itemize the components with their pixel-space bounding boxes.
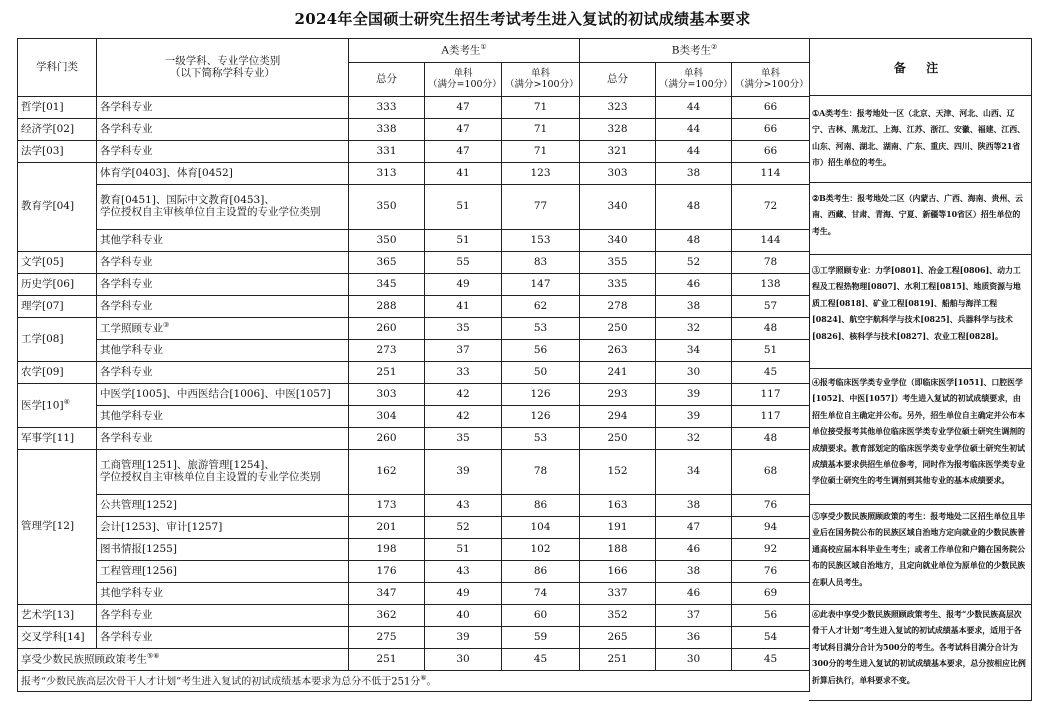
subject-cell: 其他学科专业 <box>97 340 349 362</box>
note-5: ⑤享受少数民族照顾政策的考生：报考地处二区招生单位且毕业后在国务院公布的民族区域自治地方定向就业的少数民族普通高校应届本科毕业生考生；或者工作单位和户籍在国务院公布的民族区域自治地方，且定向就业单位为原单位的少数民族在职人员考生。 <box>809 505 1031 605</box>
discipline-cell: 教育学[04] <box>18 163 97 252</box>
discipline-cell: 艺术学[13] <box>18 605 97 627</box>
table-row: 会计[1253]、审计[1257] 201 52 104 191 47 94 <box>18 517 810 539</box>
subject-cell: 中医学[1005]、中西医结合[1006]、中医[1057] <box>97 384 349 406</box>
subject-cell: 教育[0451]、国际中文教育[0453]、 学位授权自主审核单位自主设置的专业学位类别 <box>97 185 349 230</box>
table-row: 工学[08] 工学照顾专业③ 260 35 53 250 32 48 <box>18 318 810 340</box>
discipline-cell: 交叉学科[14] <box>18 627 97 649</box>
header-b-total: 总分 <box>580 63 656 97</box>
subject-cell: 工学照顾专业③ <box>97 318 349 340</box>
discipline-cell: 农学[09] <box>18 362 97 384</box>
subject-cell: 会计[1253]、审计[1257] <box>97 517 349 539</box>
subject-cell: 各学科专业 <box>97 119 349 141</box>
subject-cell: 各学科专业 <box>97 252 349 274</box>
discipline-cell: 管理学[12] <box>18 450 97 605</box>
table-row: 其他学科专业 350 51 153 340 48 144 <box>18 230 810 252</box>
score-table <box>17 38 810 692</box>
table-row: 军事学[11] 各学科专业 260 35 53 250 32 48 <box>18 428 810 450</box>
header-b-single-gt100: 单科 （满分>100分） <box>732 63 810 97</box>
table-row: 享受少数民族照顾政策考生⑤⑥ 251 30 45 251 30 45 <box>18 649 810 671</box>
subject-cell: 各学科专业 <box>97 627 349 649</box>
subject-cell: 各学科专业 <box>97 141 349 163</box>
subject-cell: 其他学科专业 <box>97 583 349 605</box>
note-6: ⑥此表中享受少数民族照顾政策考生、报考“少数民族高层次骨干人才计划”考生进入复试的初试成绩基本要求，适用于各考试科目满分合计为500分的考生。各考试科目满分合计为300分的考生进入复试的初试成绩基本要求，总分按相应比例折算后执行，单科要求不变。 <box>812 610 1026 685</box>
table-row: 历史学[06] 各学科专业 345 49 147 335 46 138 <box>18 274 810 296</box>
subject-cell: 各学科专业 <box>97 274 349 296</box>
table-row: 其他学科专业 304 42 126 294 39 117 <box>18 406 810 428</box>
header-group-a: A类考生① <box>349 39 580 63</box>
table-row: 理学[07] 各学科专业 288 41 62 278 38 57 <box>18 296 810 318</box>
subject-cell: 各学科专业 <box>97 97 349 119</box>
subject-cell: 体育学[0403]、体育[0452] <box>97 163 349 185</box>
header-a-single100: 单科 （满分=100分） <box>425 63 502 97</box>
table-row: 图书情报[1255] 198 51 102 188 46 92 <box>18 539 810 561</box>
subject-cell: 其他学科专业 <box>97 406 349 428</box>
table-row: 教育[0451]、国际中文教育[0453]、 学位授权自主审核单位自主设置的专业学位类别 350 51 77 340 48 72 <box>18 185 810 230</box>
subject-cell: 其他学科专业 <box>97 230 349 252</box>
minority-policy-cell: 享受少数民族照顾政策考生⑤⑥ <box>18 649 349 671</box>
table-row: 交叉学科[14] 各学科专业 275 39 59 265 36 54 <box>18 627 810 649</box>
subject-cell: 各学科专业 <box>97 296 349 318</box>
subject-cell: 工程管理[1256] <box>97 561 349 583</box>
table-row: 哲学[01] 各学科专业 333 47 71 323 44 66 <box>18 97 810 119</box>
page-title: 2024年全国硕士研究生招生考试考生进入复试的初试成绩基本要求 <box>294 10 751 28</box>
subject-cell: 各学科专业 <box>97 428 349 450</box>
table-row: 经济学[02] 各学科专业 338 47 71 328 44 66 <box>18 119 810 141</box>
discipline-cell: 法学[03] <box>18 141 97 163</box>
table-row: 其他学科专业 347 49 74 337 46 69 <box>18 583 810 605</box>
table-row: 教育学[04] 体育学[0403]、体育[0452] 313 41 123 303 38 114 <box>18 163 810 185</box>
discipline-cell: 理学[07] <box>18 296 97 318</box>
table-row: 艺术学[13] 各学科专业 362 40 60 352 37 56 <box>18 605 810 627</box>
discipline-cell: 文学[05] <box>18 252 97 274</box>
discipline-cell: 军事学[11] <box>18 428 97 450</box>
discipline-cell: 工学[08] <box>18 318 97 362</box>
header-a-single-gt100: 单科 （满分>100分） <box>502 63 580 97</box>
subject-cell: 工商管理[1251]、旅游管理[1254]、 学位授权自主审核单位自主设置的专业学位类别 <box>97 450 349 495</box>
subject-cell: 各学科专业 <box>97 605 349 627</box>
discipline-cell: 哲学[01] <box>18 97 97 119</box>
table-row: 文学[05] 各学科专业 365 55 83 355 52 78 <box>18 252 810 274</box>
subject-cell: 图书情报[1255] <box>97 539 349 561</box>
table-row: 其他学科专业 273 37 56 263 34 51 <box>18 340 810 362</box>
subject-cell: 公共管理[1252] <box>97 495 349 517</box>
table-row: 公共管理[1252] 173 43 86 163 38 76 <box>18 495 810 517</box>
note-2: ②B类考生：报考地处二区（内蒙古、广西、海南、贵州、云南、西藏、甘肃、青海、宁夏、新疆等10省区）招生单位的考生。 <box>809 183 1031 255</box>
remarks-column <box>809 38 1032 701</box>
subject-cell: 各学科专业 <box>97 362 349 384</box>
table-row: 法学[03] 各学科专业 331 47 71 321 44 66 <box>18 141 810 163</box>
note-4: ④报考临床医学类专业学位（即临床医学[1051]、口腔医学[1052]、中医[1057]）考生进入复试的初试成绩要求，由招生单位自主确定并公布。另外，招生单位自主确定并公布本单位接受报考其他单位临床医学类专业学位硕士研究生调剂的成绩要求。教育部划定的临床医学类专业学位硕士研究生初试成绩基本要求供招生单位参考，同时作为报考临床医学类专业学位硕士研究生的考生调剂到其他专业的基本成绩要求。 <box>809 369 1031 505</box>
header-discipline: 学科门类 <box>18 39 97 97</box>
table-row: 农学[09] 各学科专业 251 33 50 241 30 45 <box>18 362 810 384</box>
discipline-cell: 医学[10]④ <box>18 384 97 428</box>
header-a-total: 总分 <box>349 63 425 97</box>
footer-note: 报考“少数民族高层次骨干人才计划”考生进入复试的初试成绩基本要求为总分不低于251分⑥。 <box>18 671 810 692</box>
remarks-title: 备 注 <box>809 39 1031 96</box>
header-b-single100: 单科 （满分=100分） <box>656 63 732 97</box>
note-3: ③工学照顾专业：力学[0801]、冶金工程[0806]、动力工程及工程热物理[0807]、水利工程[0815]、地质资源与地质工程[0818]、矿业工程[0819]、船舶与海洋工程[0824]、航空宇航科学与技术[0825]、兵器科学与技术[0826]、核科学与技术[0827]、农业工程[0828]。 <box>809 255 1031 369</box>
header-group-b: B类考生② <box>580 39 810 63</box>
discipline-cell: 历史学[06] <box>18 274 97 296</box>
discipline-cell: 经济学[02] <box>18 119 97 141</box>
table-row: 管理学[12] 工商管理[1251]、旅游管理[1254]、 学位授权自主审核单位自主设置的专业学位类别 162 39 78 152 34 68 <box>18 450 810 495</box>
table-row: 医学[10]④ 中医学[1005]、中西医结合[1006]、中医[1057] 303 42 126 293 39 117 <box>18 384 810 406</box>
table-row: 工程管理[1256] 176 43 86 166 38 76 <box>18 561 810 583</box>
header-category: 一级学科、专业学位类别 （以下简称学科专业） <box>97 39 349 97</box>
note-1: ①A类考生：报考地处一区（北京、天津、河北、山西、辽宁、吉林、黑龙江、上海、江苏、浙江、安徽、福建、江西、山东、河南、湖北、湖南、广东、重庆、四川、陕西等21省市）招生单位的考生。 <box>809 96 1031 183</box>
footer-row <box>18 671 810 692</box>
